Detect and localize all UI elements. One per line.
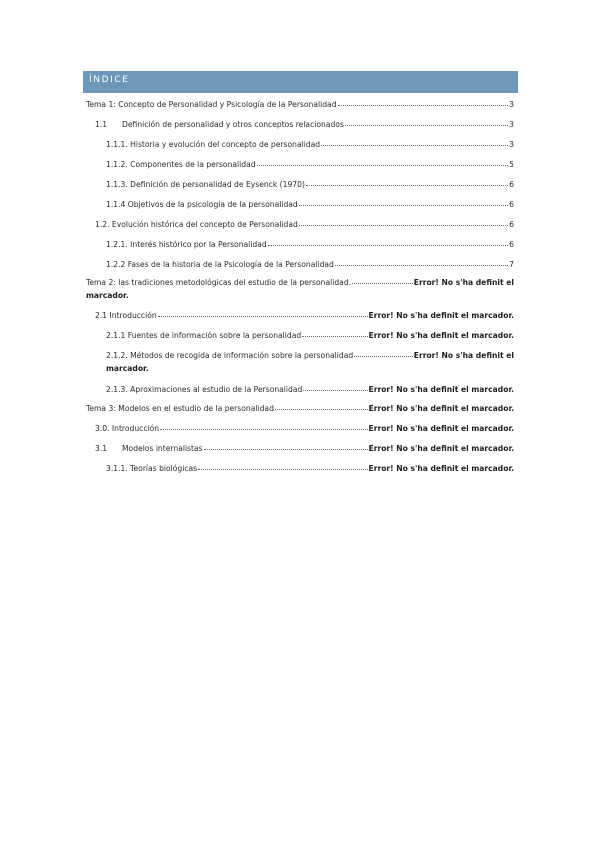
- toc-entry-error: Error! No s'ha definit el marcador.: [368, 311, 514, 320]
- toc-entry-title: 2.1 Introducción: [95, 311, 157, 320]
- toc-entry-page: 5: [509, 160, 514, 169]
- toc-entry[interactable]: [106, 350, 514, 361]
- toc-entry-error: Error! No s'ha definit el marcador.: [368, 424, 514, 433]
- toc-entry[interactable]: [95, 219, 514, 230]
- toc-entry-error: Error! No s'ha definit el: [413, 278, 514, 287]
- toc-entry[interactable]: [106, 139, 514, 150]
- toc-entry[interactable]: [95, 310, 514, 321]
- toc-leader: [268, 239, 508, 246]
- toc-entry-error: Error! No s'ha definit el marcador.: [368, 404, 514, 413]
- toc-leader: [321, 139, 508, 146]
- toc-leader: [204, 443, 368, 450]
- toc-entry[interactable]: [86, 403, 514, 414]
- toc-entry[interactable]: [106, 159, 514, 170]
- toc-leader: [352, 277, 413, 284]
- toc-entry-title: Modelos internalistas: [122, 444, 203, 453]
- toc-leader: [302, 330, 367, 337]
- toc-entry-error: Error! No s'ha definit el marcador.: [368, 385, 514, 394]
- toc-entry-title: 1.2.2 Fases de la historia de la Psicología de la Personalidad: [106, 260, 334, 269]
- toc-leader: [345, 119, 508, 126]
- toc-entry-title: 1.1.1. Historia y evolución del concepto de personalidad: [106, 140, 321, 149]
- toc-leader: [306, 179, 508, 186]
- toc-leader: [299, 199, 508, 206]
- toc-entry-page: 7: [509, 260, 514, 269]
- toc-entry-title: Tema 3: Modelos en el estudio de la personalidad: [86, 404, 274, 413]
- toc-entry-title: 1.1.3. Definición de personalidad de Eysenck (1970): [106, 180, 305, 189]
- toc-heading-bar: [83, 71, 518, 93]
- toc-entry[interactable]: [106, 330, 514, 341]
- toc-leader: [335, 259, 508, 266]
- toc-entry[interactable]: [106, 239, 514, 250]
- toc-entry-error-continuation: marcador.: [86, 291, 129, 300]
- toc-entry[interactable]: [106, 463, 514, 474]
- toc-entry-page: 3: [509, 140, 514, 149]
- toc-entry-title: 3.1.1. Teorías biológicas: [106, 464, 198, 473]
- toc-entry[interactable]: [106, 384, 514, 395]
- toc-entry-title: 3.0. Introducción: [95, 424, 160, 433]
- toc-leader: [275, 403, 368, 410]
- toc-heading: ÍNDICE: [89, 75, 130, 85]
- toc-entry-number: 1.1: [95, 120, 108, 129]
- toc-leader: [257, 159, 509, 166]
- toc-entry-title: 1.2.1. Interés histórico por la Personalidad: [106, 240, 267, 249]
- toc-entry-page: 3: [509, 100, 514, 109]
- toc-leader: [299, 219, 508, 226]
- toc-entry[interactable]: [106, 259, 514, 270]
- toc-entry-title: 2.1.1 Fuentes de información sobre la personalidad: [106, 331, 302, 340]
- toc-entry-error: Error! No s'ha definit el marcador.: [368, 331, 514, 340]
- toc-entry-title: 1.2. Evolución histórica del concepto de Personalidad: [95, 220, 298, 229]
- toc-entry[interactable]: [86, 277, 514, 288]
- toc-entry-title: Tema 1: Concepto de Personalidad y Psicología de la Personalidad: [86, 100, 337, 109]
- toc-entry-error: Error! No s'ha definit el: [413, 351, 514, 360]
- toc-entry[interactable]: [95, 119, 514, 130]
- toc-entry[interactable]: [86, 99, 514, 110]
- toc-entry-error: Error! No s'ha definit el marcador.: [368, 464, 514, 473]
- toc-leader: [158, 310, 368, 317]
- toc-entry[interactable]: [95, 443, 514, 454]
- toc-entry[interactable]: [95, 423, 514, 434]
- toc-entry-page: 6: [509, 200, 514, 209]
- toc-entry-page: 6: [509, 180, 514, 189]
- toc-entry[interactable]: [106, 199, 514, 210]
- toc-leader: [303, 384, 367, 391]
- toc-leader: [354, 350, 413, 357]
- toc-entry-title: Tema 2: las tradiciones metodológicas del estudio de la personalidad.: [86, 278, 352, 287]
- toc-entry-title: Definición de personalidad y otros conceptos relacionados: [122, 120, 344, 129]
- toc-entry-error-continuation: marcador.: [106, 364, 149, 373]
- toc-entry-title: 2.1.3. Aproximaciones al estudio de la Personalidad: [106, 385, 303, 394]
- toc-entry-title: 1.1.2. Componentes de la personalidad: [106, 160, 256, 169]
- toc-leader: [338, 99, 509, 106]
- toc-entry-error: Error! No s'ha definit el marcador.: [368, 444, 514, 453]
- toc-entry-page: 6: [509, 240, 514, 249]
- toc-entry-number: 3.1: [95, 444, 108, 453]
- toc-entry-title: 2.1.2. Métodos de recogida de información sobre la personalidad: [106, 351, 354, 360]
- toc-entry-page: 6: [509, 220, 514, 229]
- toc-entry-page: 3: [509, 120, 514, 129]
- toc-entry[interactable]: [106, 179, 514, 190]
- toc-leader: [160, 423, 367, 430]
- toc-leader: [198, 463, 367, 470]
- toc-entry-title: 1.1.4 Objetivos de la psicología de la personalidad: [106, 200, 298, 209]
